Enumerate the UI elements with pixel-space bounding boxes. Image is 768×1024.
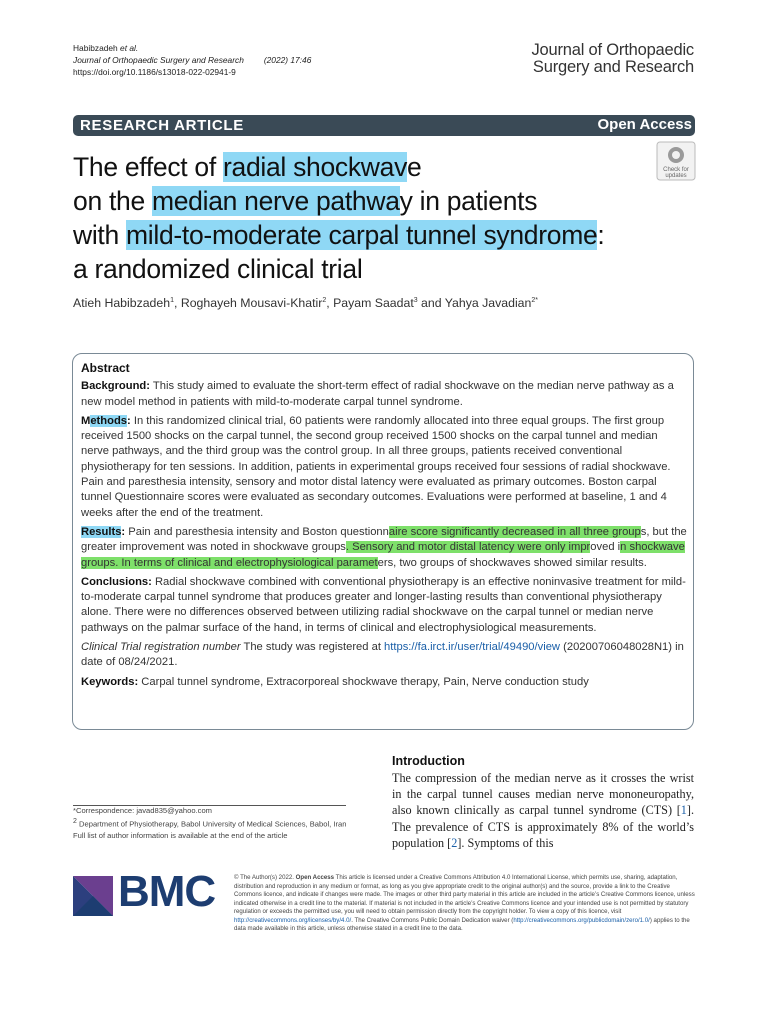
section-text: oved i xyxy=(590,541,621,554)
label-part: : xyxy=(127,414,131,427)
section-label: Conclusions: xyxy=(81,575,152,588)
section-label xyxy=(81,526,125,538)
title-line-1 xyxy=(73,150,713,184)
correspondence: *Correspondence: javad835@yahoo.com xyxy=(73,806,212,815)
header-authors: Habibzadeh xyxy=(73,43,121,53)
body-text: ]. Symptoms of this xyxy=(457,835,554,850)
license-part: This article is licensed under a Creative Commons Attribution 4.0 International License, which permits use, sharing, adaptation, distribution and reproduction in any medium or format, as long as you give appropriate credit to the original author(s) and the source, provide a link to the Creative Commons licence, and indicate if changes were made. The images or other third party material in this article are included in the article’s Creative Commons licence, unless indicated otherwise in a credit line to the material. If material is not included in the article’s Creative Commons licence and your intended use is not permitted by statutory regulation or exceeds the permitted use, you will need to obtain permission directly from the copyright holder. To view a copy of this licence, visit xyxy=(234,874,695,915)
section-text: ers, two groups of shockwaves showed similar results. xyxy=(377,556,647,569)
label-highlight: Results xyxy=(81,525,122,538)
citation-link[interactable]: 2 xyxy=(451,835,458,850)
label-part: : xyxy=(121,525,126,538)
bmc-logo-text: BMC xyxy=(118,867,216,916)
abstract-conclusions xyxy=(81,575,687,636)
title-text: on the xyxy=(73,186,152,216)
section-text: Radial shockwave combined with conventional physiotherapy is an effective noninvasive treatment for mild-to-moderate carpal tunnel syndrome that produces greater and longer-lasting results than conventional physiotherapy alone. There were no differences observed between utilizing radial shockwave on the carpal tunnel or median nerve pathways on the palmar surface of the hand, in terms of clinical and electrophysiological measurements. xyxy=(81,575,686,634)
license-open-access: Open Access xyxy=(295,874,335,881)
abstract-heading: Abstract xyxy=(81,361,130,375)
license-part: . The Creative Commons Public Domain Dedication waiver ( xyxy=(351,916,514,924)
license-link[interactable]: http://creativecommons.org/publicdomain/zero/1.0/ xyxy=(513,916,650,924)
section-label: Clinical Trial registration number xyxy=(81,641,241,654)
title-highlight: radial shockwav xyxy=(223,152,408,182)
title-line-4: a randomized clinical trial xyxy=(73,254,363,284)
section-text: The study was registered at xyxy=(240,641,385,654)
title-text: : xyxy=(597,220,605,250)
abstract xyxy=(81,361,687,694)
section-text: In this randomized clinical trial, 60 patients were randomly allocated into three equal groups. The first group received 1500 shocks on the carpal tunnel, the second group received 1500 shocks on the carpal tunnel and median nerve pathways, and the third group was the control group. In all three groups, patients received conventional physiotherapy for ten sessions. In addition, patients in experimental groups received four sessions of radial shockwave. Pain and paresthesia intensity, sensory and motor distal latency were evaluated as primary outcomes. Boston carpal tunnel Questionnaire scores were evaluated as secondary outcomes. Evaluations were performed at baseline, 1 and 4 weeks after the end of the treatment. xyxy=(81,414,671,519)
text-highlight: aire score significantly decreased in all three group xyxy=(388,525,641,538)
title-line-3 xyxy=(73,218,713,252)
body-text: The compression of the median nerve as it crosses the wrist in the carpal tunnel causes median nerve mononeuropathy, also known clinically as carpal tunnel syndrome (CTS) [ xyxy=(392,771,694,818)
introduction-text xyxy=(392,770,694,851)
body-text: ]. The prevalence of CTS is approximately 8% of the world’s population [ xyxy=(392,803,694,850)
abstract-trial-registration xyxy=(81,640,687,671)
author-affiliation-mark: 1 xyxy=(170,296,174,304)
affiliation xyxy=(73,817,353,830)
journal-name-line2: Surgery and Research xyxy=(532,58,694,76)
abstract-results xyxy=(81,525,687,571)
author-name[interactable]: , Payam Saadat xyxy=(326,296,414,310)
journal-name xyxy=(531,42,694,76)
section-text: s, but the greater improvement was noted in shockwave groups xyxy=(81,525,687,554)
section-text: Carpal tunnel syndrome, Extracorporeal shockwave therapy, Pain, Nerve conduction study xyxy=(138,675,589,688)
author-name[interactable]: , Roghayeh Mousavi-Khatir xyxy=(174,296,323,310)
header-et-al: et al. xyxy=(120,43,139,53)
license-text xyxy=(234,874,696,934)
header-volume: (2022) 17:46 xyxy=(263,55,312,65)
title-highlight: mild-to-moderate carpal tunnel syndrome xyxy=(126,220,598,250)
introduction-heading: Introduction xyxy=(392,754,465,768)
affiliation-mark: 2 xyxy=(73,818,77,826)
section-label: Keywords: xyxy=(81,675,139,688)
author-affiliation-mark: 2* xyxy=(531,296,538,304)
license-part: ) applies to the data made available in this article, unless otherwise stated in a credit line to the data. xyxy=(234,916,690,932)
license-link[interactable]: http://creativecommons.org/licenses/by/4.0/ xyxy=(234,916,352,924)
title-text: The effect of xyxy=(73,152,223,182)
title-text: e xyxy=(407,152,422,182)
abstract-keywords xyxy=(81,675,687,690)
section-label xyxy=(81,415,131,427)
title-highlight: median nerve pathwa xyxy=(151,186,400,216)
check-updates-line1: Check for xyxy=(663,167,689,173)
footnotes xyxy=(73,806,353,842)
title-text: y in patients xyxy=(399,186,538,216)
text-highlight: n shockwave groups. In terms of clinical and electrophysiological paramet xyxy=(81,541,685,569)
open-access-label: Open Access xyxy=(597,116,692,133)
running-header xyxy=(73,42,311,78)
trial-link[interactable]: https://fa.irct.ir/user/trial/49490/view xyxy=(384,641,561,654)
author-affiliation-mark: 3 xyxy=(413,296,418,304)
header-doi[interactable]: https://doi.org/10.1186/s13018-022-02941-9 xyxy=(73,67,236,77)
section-text: (20200706048028N1) in date of 08/24/2021. xyxy=(81,641,684,669)
label-part: M xyxy=(81,414,91,427)
bmc-logo-icon xyxy=(73,876,113,916)
section-text: Pain and paresthesia intensity and Boston questionn xyxy=(125,525,389,538)
abstract-background xyxy=(81,379,687,410)
license-part: © The Author(s) 2022. xyxy=(234,874,296,881)
citation-link[interactable]: 1 xyxy=(680,803,687,818)
journal-name-line1: Journal of Orthopaedic xyxy=(531,41,694,59)
header-journal-cite: Journal of Orthopaedic Surgery and Research xyxy=(73,55,244,65)
title-line-2 xyxy=(73,184,713,218)
author-info-note: Full list of author information is available at the end of the article xyxy=(73,831,288,841)
article-title xyxy=(73,150,713,286)
section-label: Background: xyxy=(81,380,150,393)
abstract-methods xyxy=(81,414,687,521)
author-name[interactable]: Atieh Habibzadeh xyxy=(73,296,171,310)
label-highlight: ethods xyxy=(90,414,127,427)
author-list xyxy=(73,296,693,310)
article-type-label: RESEARCH ARTICLE xyxy=(80,117,244,134)
title-text: with xyxy=(73,220,126,250)
check-updates-line2: updates xyxy=(665,173,687,179)
section-text: This study aimed to evaluate the short-term effect of radial shockwave on the median nerve pathway as a new model method in patients with mild-to-moderate carpal tunnel syndrome. xyxy=(81,380,674,408)
author-name[interactable]: and Yahya Javadian xyxy=(417,296,532,310)
text-highlight: . Sensory and motor distal latency were only impr xyxy=(345,541,591,554)
affiliation-text: Department of Physiotherapy, Babol University of Medical Sciences, Babol, Iran xyxy=(76,819,347,829)
author-affiliation-mark: 2 xyxy=(322,296,327,304)
